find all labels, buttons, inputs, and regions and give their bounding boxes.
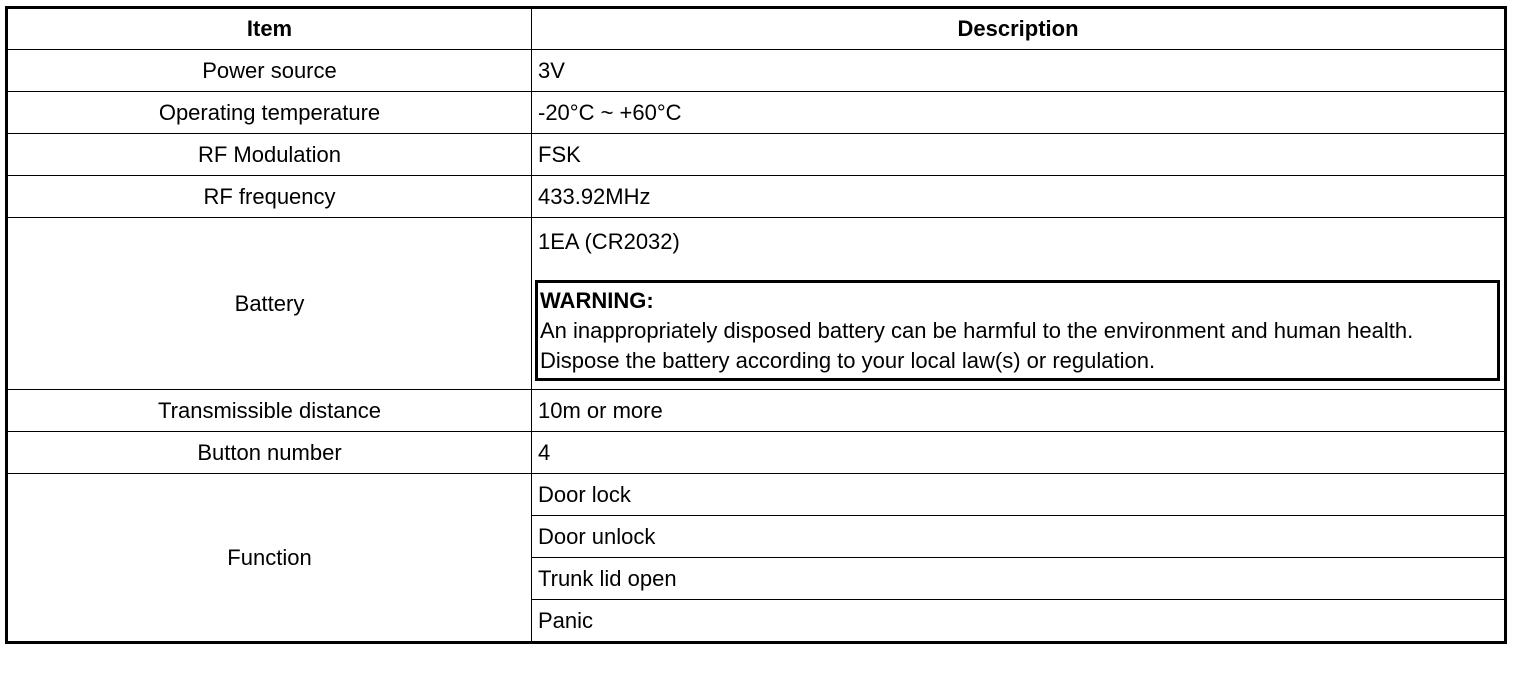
table-row [7,50,1506,92]
desc-power-source: 3V [532,50,1506,92]
desc-function-trunk-lid-open: Trunk lid open [532,558,1506,600]
desc-battery [532,218,1506,390]
table-row [7,134,1506,176]
item-power-source: Power source [7,50,532,92]
header-row [7,8,1506,50]
battery-value: 1EA (CR2032) [538,229,680,254]
desc-operating-temperature: -20°C ~ +60°C [532,92,1506,134]
warning-text-line1: An inappropriately disposed battery can be harmful to the environment and human health. [540,318,1414,343]
table-row [7,390,1506,432]
item-operating-temperature: Operating temperature [7,92,532,134]
warning-box [535,280,1500,381]
item-rf-frequency: RF frequency [7,176,532,218]
desc-function-door-unlock: Door unlock [532,516,1506,558]
table-row-function [7,474,1506,516]
header-description: Description [532,8,1506,50]
table-row [7,432,1506,474]
desc-function-panic: Panic [532,600,1506,643]
item-transmissible-distance: Transmissible distance [7,390,532,432]
table-row [7,176,1506,218]
item-button-number: Button number [7,432,532,474]
desc-transmissible-distance: 10m or more [532,390,1506,432]
spec-table [5,6,1507,644]
desc-button-number: 4 [532,432,1506,474]
item-battery: Battery [7,218,532,390]
warning-text-line2: Dispose the battery according to your local law(s) or regulation. [540,348,1156,373]
table-row-battery [7,218,1506,390]
item-function: Function [7,474,532,643]
desc-function-door-lock: Door lock [532,474,1506,516]
header-item: Item [7,8,532,50]
table-row [7,92,1506,134]
warning-title: WARNING: [540,288,654,313]
desc-rf-frequency: 433.92MHz [532,176,1506,218]
item-rf-modulation: RF Modulation [7,134,532,176]
desc-rf-modulation: FSK [532,134,1506,176]
